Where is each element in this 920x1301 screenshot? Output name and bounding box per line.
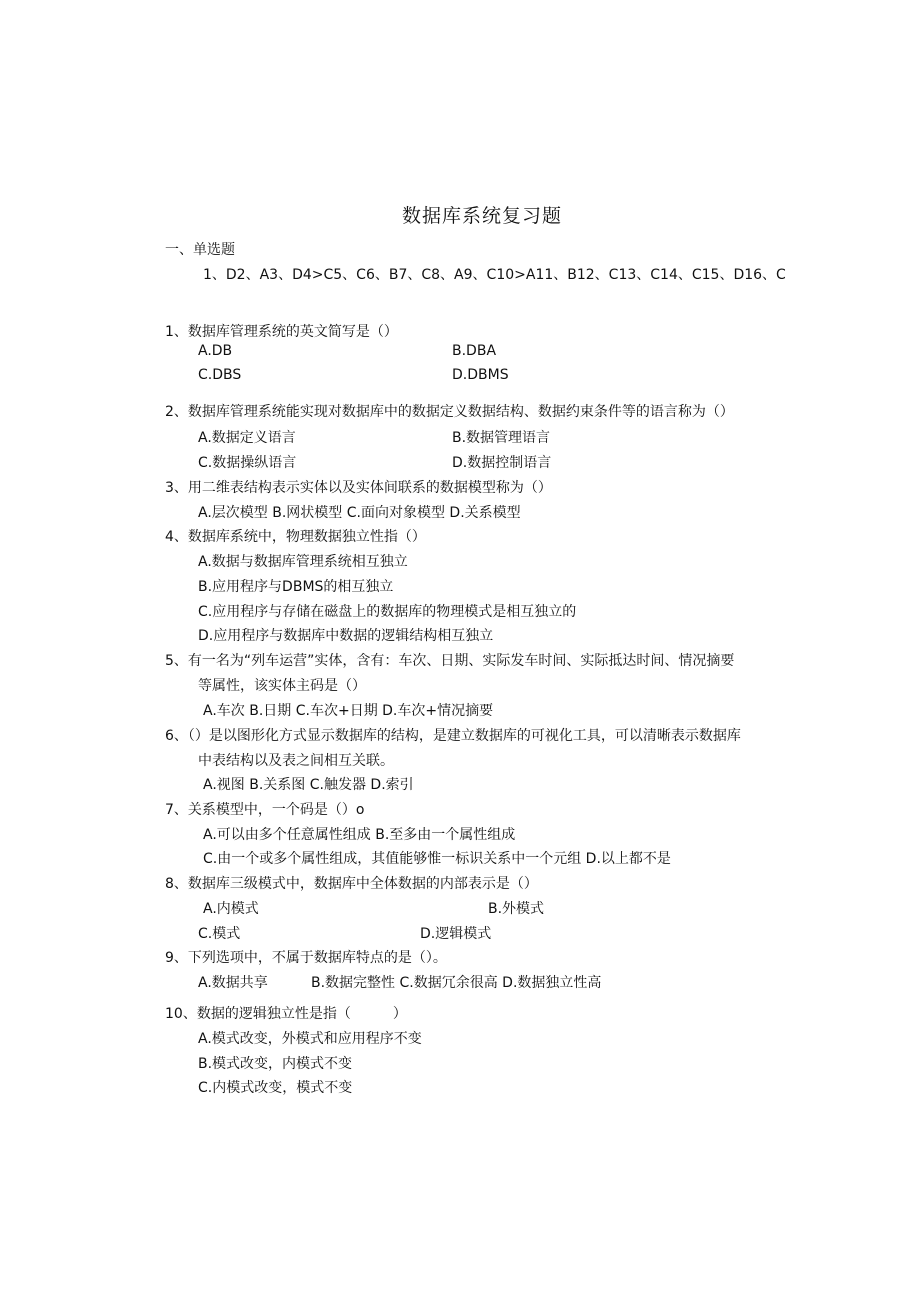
option-line: A.车次 B.日期 C.车次+日期 D.车次+情况摘要	[203, 703, 494, 719]
question-stem: 3、用二维表结构表示实体以及实体间联系的数据模型称为（）	[165, 480, 552, 496]
question-stem: 2、数据库管理系统能实现对数据库中的数据定义数据结构、数据约束条件等的语言称为（）	[165, 404, 734, 420]
question-stem: 8、数据库三级模式中，数据库中全体数据的内部表示是（）	[165, 876, 538, 892]
option-d: D.应用程序与数据库中数据的逻辑结构相互独立	[198, 628, 494, 644]
question-stem: 9、下列选项中，不属于数据库特点的是（）。	[165, 950, 447, 966]
section-heading: 一、单选题	[165, 242, 235, 258]
option-b: B.模式改变，内模式不变	[198, 1056, 353, 1072]
option-a: A.内模式	[203, 901, 259, 917]
option-b: B.数据管理语言	[452, 430, 551, 446]
option-c: C.内模式改变，模式不变	[198, 1080, 353, 1096]
question-stem-cont: 中表结构以及表之间相互关联。	[198, 753, 394, 769]
option-a: A.模式改变，外模式和应用程序不变	[198, 1031, 422, 1047]
option-line: A.可以由多个任意属性组成 B.至多由一个属性组成	[203, 827, 516, 843]
option-line: B.数据完整性 C.数据冗余很高 D.数据独立性高	[311, 975, 602, 991]
option-d: D.逻辑模式	[420, 926, 492, 942]
question-stem: 4、数据库系统中，物理数据独立性指（）	[165, 529, 426, 545]
option-line: A.层次模型 B.网状模型 C.面向对象模型 D.关系模型	[198, 505, 521, 521]
option-b: B.外模式	[488, 901, 545, 917]
option-a: A.数据共享	[198, 975, 268, 991]
page-title: 数据库系统复习题	[402, 205, 563, 227]
option-b: B.应用程序与DBMS的相互独立	[198, 579, 394, 595]
option-c: C.模式	[198, 926, 241, 942]
option-line: C.由一个或多个属性组成，其值能够惟一标识关系中一个元组 D.以上都不是	[203, 851, 671, 867]
option-line: A.视图 B.关系图 C.触发器 D.索引	[203, 777, 414, 793]
question-stem: 10、数据的逻辑独立性是指（ ）	[165, 1006, 407, 1022]
option-c: C.DBS	[198, 367, 242, 383]
question-stem: 7、关系模型中，一个码是（）o	[165, 802, 365, 818]
question-stem: 1、数据库管理系统的英文简写是（）	[165, 324, 398, 340]
option-a: A.数据定义语言	[198, 430, 296, 446]
option-c: C.数据操纵语言	[198, 455, 297, 471]
option-a: A.数据与数据库管理系统相互独立	[198, 554, 408, 570]
option-b: B.DBA	[452, 343, 497, 359]
option-c: C.应用程序与存储在磁盘上的数据库的物理模式是相互独立的	[198, 604, 577, 620]
question-stem: 5、有一名为“列车运营”实体，含有：车次、日期、实际发车时间、实际抵达时间、情况摘要	[165, 653, 735, 669]
option-d: D.DBMS	[452, 367, 509, 383]
answer-key: 1、D2、A3、D4>C5、C6、B7、C8、A9、C10>A11、B12、C13、C14、C15、D16、C	[203, 267, 786, 283]
option-d: D.数据控制语言	[452, 455, 552, 471]
option-a: A.DB	[198, 343, 233, 359]
question-stem: 6、（）是以图形化方式显示数据库的结构，是建立数据库的可视化工具，可以清晰表示数据库	[165, 728, 741, 744]
question-stem-cont: 等属性，该实体主码是（）	[198, 678, 366, 694]
